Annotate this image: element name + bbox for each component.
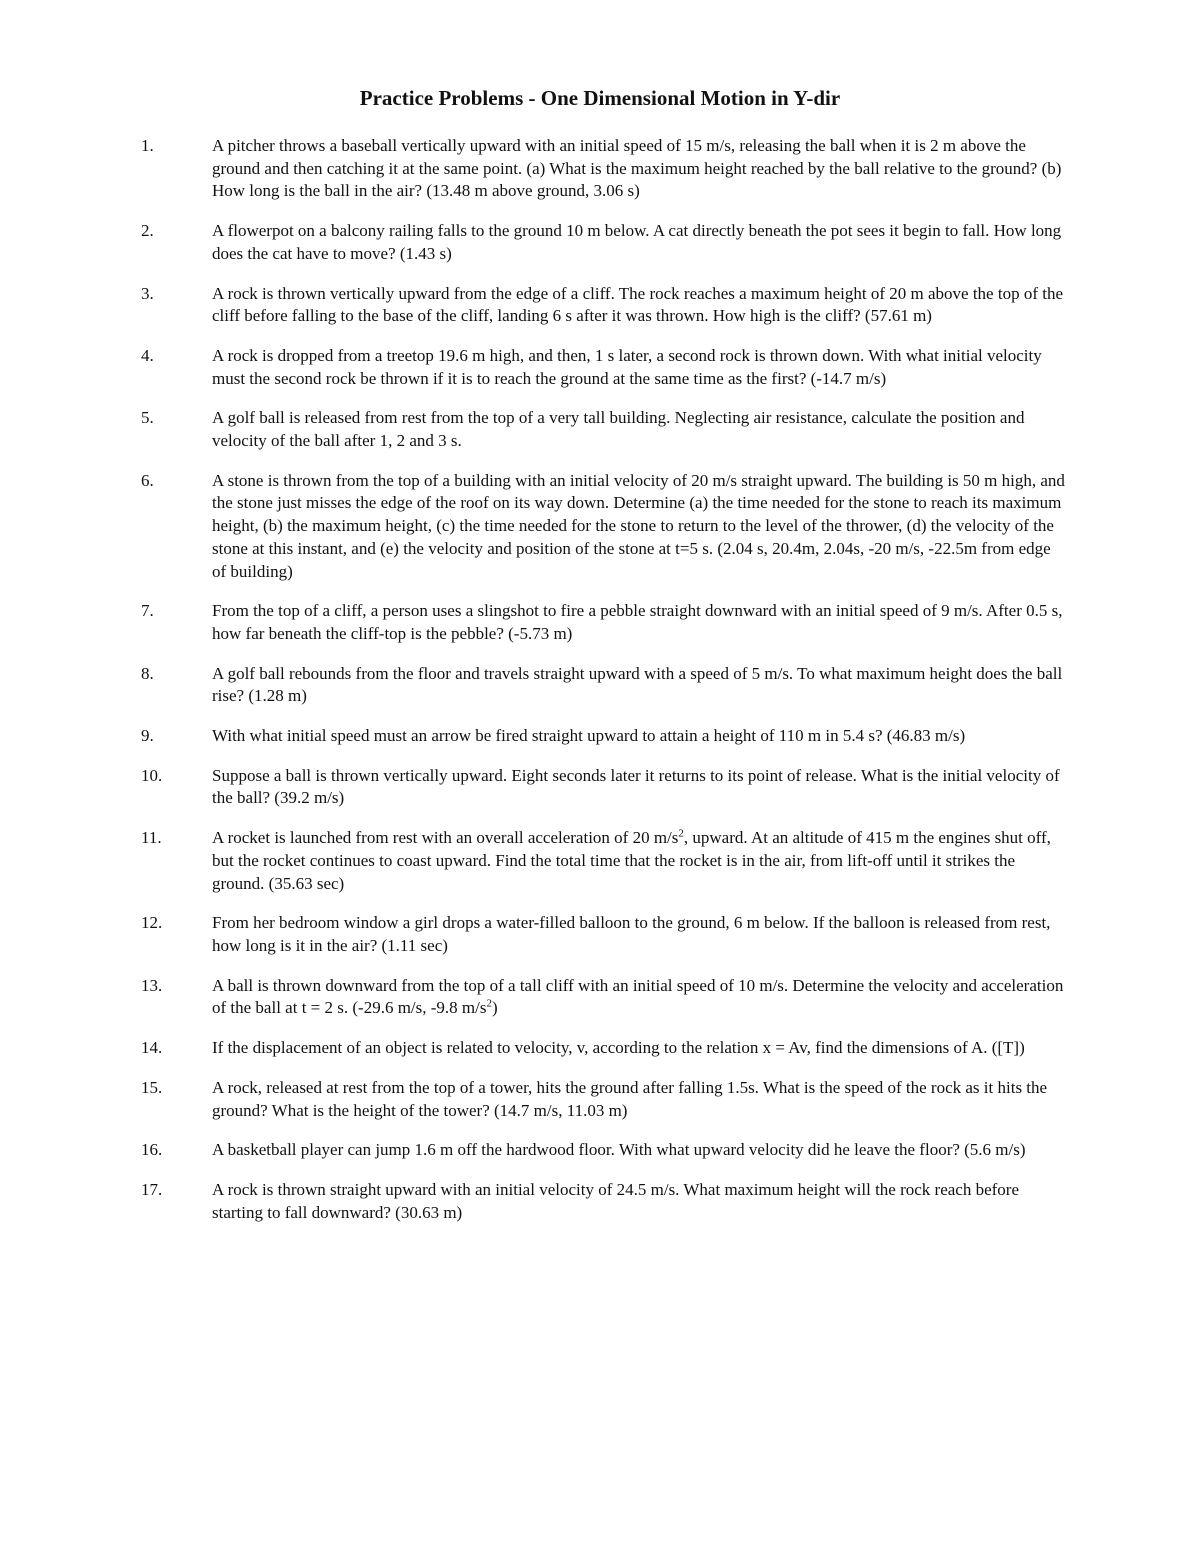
problem-text: Suppose a ball is thrown vertically upward. Eight seconds later it returns to its point of release. What is the initial velocity of the ball? (39.2 m/s)	[212, 765, 1060, 808]
problem-text-part: A rocket is launched from rest with an overall acceleration of 20 m/s	[212, 828, 679, 848]
problem-item	[0, 1077, 1200, 1122]
problem-item	[0, 470, 1200, 584]
problem-number: 15.	[141, 1077, 163, 1097]
problem-number: 9.	[141, 726, 154, 746]
problem-number: 5.	[141, 408, 154, 428]
superscript: 2	[486, 997, 492, 1010]
problem-number: 17.	[141, 1179, 163, 1199]
problem-item	[0, 1179, 1200, 1224]
problem-number: 4.	[141, 345, 154, 365]
problem-item	[0, 135, 1200, 203]
problem-text-part: )	[491, 998, 498, 1018]
problem-item	[0, 1037, 1200, 1060]
problem-text: A rock is thrown vertically upward from the edge of a cliff. The rock reaches a maximum height of 20 m above the top of the cliff before falling to the base of the cliff, landing 6 s after it was thrown. How high is the cliff? (57.61 m)	[212, 283, 1063, 326]
problem-text: A rock is thrown straight upward with an initial velocity of 24.5 m/s. What maximum height will the rock reach before starting to fall downward? (30.63 m)	[212, 1179, 1020, 1222]
problem-text: A flowerpot on a balcony railing falls to the ground 10 m below. A cat directly beneath the pot sees it begin to fall. How long does the cat have to move? (1.43 s)	[212, 221, 1062, 263]
problem-text: From her bedroom window a girl drops a water-filled balloon to the ground, 6 m below. If the balloon is released from rest, how long is it in the air? (1.11 sec)	[212, 913, 1051, 955]
problem-number: 10.	[141, 765, 163, 785]
superscript: 2	[678, 827, 684, 840]
problem-number: 8.	[141, 663, 154, 683]
problem-text	[212, 827, 1067, 895]
problem-list	[0, 135, 1200, 1241]
problem-text: A rock, released at rest from the top of a tower, hits the ground after falling 1.5s. What is the speed of the rock as it hits the ground? What is the height of the tower? (14.7 m/s, 11.03 m)	[212, 1077, 1048, 1120]
problem-number: 1.	[141, 136, 154, 155]
problem-item	[0, 663, 1200, 708]
page-title: Practice Problems - One Dimensional Motion in Y-dir	[359, 86, 841, 110]
problem-text: A basketball player can jump 1.6 m off the hardwood floor. With what upward velocity did he leave the floor? (5.6 m/s)	[212, 1140, 1026, 1160]
problem-text-part: , upward. At an altitude of 415 m the engines shut off, but the rocket continues to coast upward. Find the total time that the rocket is in the air, from lift-off until it strikes the ground. (35.63 sec)	[212, 828, 1051, 893]
problem-number: 12.	[141, 913, 163, 933]
problem-number: 14.	[141, 1038, 163, 1058]
problem-text: A stone is thrown from the top of a building with an initial velocity of 20 m/s straight upward. The building is 50 m high, and the stone just misses the edge of the roof on its way down. Determine (a) the time needed for the stone to reach its maximum height, (b) the maximum height, (c) the time needed for the stone to return to the level of the thrower, (d) the velocity of the stone at this instant, and (e) the velocity and position of the stone at t=5 s. (2.04 s, 20.4m, 2.04s, -20 m/s, -22.5m from edge of building)	[212, 470, 1065, 581]
problem-text: A golf ball is released from rest from the top of a very tall building. Neglecting air resistance, calculate the position and velocity of the ball after 1, 2 and 3 s.	[212, 408, 1025, 451]
problem-item	[0, 283, 1200, 328]
problem-number: 13.	[141, 975, 163, 995]
problem-item	[0, 827, 1200, 895]
problem-item	[0, 600, 1200, 645]
problem-number: 6.	[141, 470, 154, 490]
problem-text: With what initial speed must an arrow be fired straight upward to attain a height of 110 m in 5.4 s? (46.83 m/s)	[212, 726, 966, 746]
problem-item	[0, 1139, 1200, 1162]
problem-item	[0, 912, 1200, 957]
problem-item	[0, 975, 1200, 1020]
problem-text: A pitcher throws a baseball vertically upward with an initial speed of 15 m/s, releasing the ball when it is 2 m above the ground and then catching it at the same point. (a) What is the maximum height reached by the ball relative to the ground? (b) How long is the ball in the air? (13.48 m above ground, 3.06 s)	[212, 136, 1062, 201]
problem-item	[0, 407, 1200, 452]
problem-text: From the top of a cliff, a person uses a slingshot to fire a pebble straight downward with an initial speed of 9 m/s. After 0.5 s, how far beneath the cliff-top is the pebble? (-5.73 m)	[212, 601, 1063, 643]
problem-number: 2.	[141, 221, 154, 241]
problem-text: If the displacement of an object is related to velocity, v, according to the relation x = Av, find the dimensions of A. ([T])	[212, 1038, 1025, 1058]
problem-text: A golf ball rebounds from the floor and travels straight upward with a speed of 5 m/s. To what maximum height does the ball rise? (1.28 m)	[212, 663, 1063, 706]
problem-item	[0, 765, 1200, 810]
problem-number: 11.	[141, 828, 162, 848]
problem-number: 16.	[141, 1140, 163, 1160]
problem-text	[212, 975, 1067, 1020]
problem-number: 7.	[141, 601, 154, 621]
problem-text: A rock is dropped from a treetop 19.6 m high, and then, 1 s later, a second rock is thrown down. With what initial velocity must the second rock be thrown if it is to reach the ground at the same time as the first? (-14.7 m/s)	[212, 345, 1042, 388]
problem-text-part: A ball is thrown downward from the top of a tall cliff with an initial speed of 10 m/s. Determine the velocity and acceleration of the ball at t = 2 s. (-29.6 m/s, -9.8 m/s	[212, 975, 1064, 1018]
problem-item	[0, 220, 1200, 265]
problem-item	[0, 345, 1200, 390]
problem-number: 3.	[141, 283, 154, 303]
problem-item	[0, 725, 1200, 748]
